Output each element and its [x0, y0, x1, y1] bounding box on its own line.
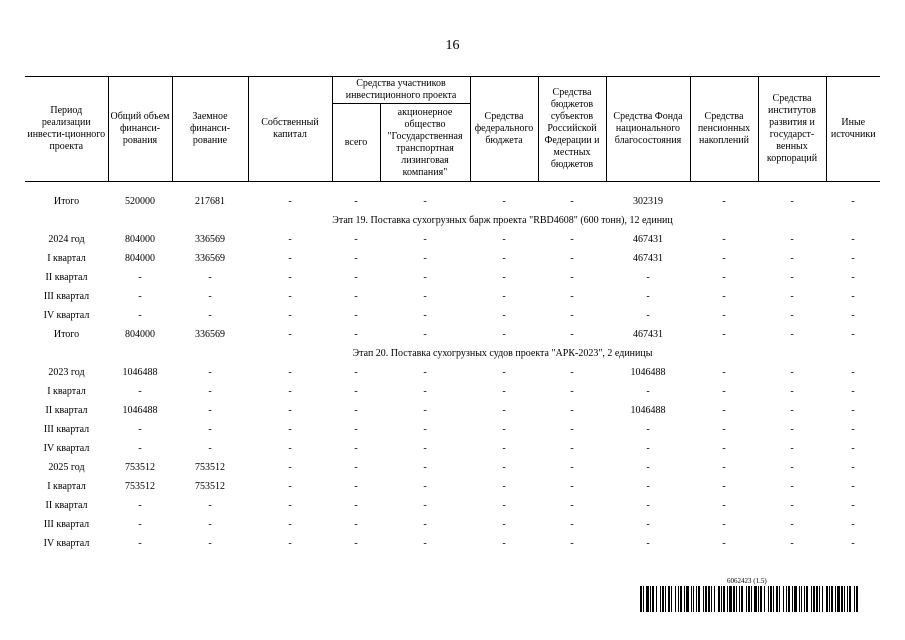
cell-own-capital: -: [288, 271, 292, 283]
cell-participants-gtlk: -: [423, 385, 427, 397]
header-total-financing: Общий объем финанси-рования: [108, 77, 172, 182]
cell-other-sources: -: [851, 423, 855, 435]
cell-loan-financing: -: [208, 537, 212, 549]
header-development-institutes: Средства институтов развития и государст-венных корпораций: [758, 77, 826, 182]
cell-regional-budgets: -: [570, 366, 574, 378]
cell-other-sources: -: [851, 195, 855, 207]
cell-total-financing: -: [138, 290, 142, 302]
cell-loan-financing: -: [208, 290, 212, 302]
cell-period: 2025 год: [48, 461, 85, 473]
cell-national-wealth-fund: -: [646, 442, 650, 454]
cell-regional-budgets: -: [570, 271, 574, 283]
cell-total-financing: 520000: [125, 195, 155, 207]
cell-regional-budgets: -: [570, 499, 574, 511]
cell-other-sources: -: [851, 328, 855, 340]
cell-period: 2024 год: [48, 233, 85, 245]
cell-national-wealth-fund: -: [646, 499, 650, 511]
cell-participants-total: -: [354, 442, 358, 454]
cell-period: II квартал: [45, 404, 88, 416]
cell-other-sources: -: [851, 271, 855, 283]
cell-participants-total: -: [354, 309, 358, 321]
cell-own-capital: -: [288, 461, 292, 473]
cell-regional-budgets: -: [570, 442, 574, 454]
cell-total-financing: 804000: [125, 252, 155, 264]
cell-participants-gtlk: -: [423, 423, 427, 435]
spacer-row: [25, 182, 880, 193]
cell-federal-budget: -: [502, 271, 506, 283]
cell-participants-total: -: [354, 499, 358, 511]
cell-participants-total: -: [354, 252, 358, 264]
cell-loan-financing: 336569: [195, 252, 225, 264]
cell-development-institutes: -: [790, 461, 794, 473]
cell-own-capital: -: [288, 537, 292, 549]
header-pension-savings: Средства пенсионных накоплений: [690, 77, 758, 182]
cell-loan-financing: 336569: [195, 233, 225, 245]
header-national-wealth-fund: Средства Фонда национального благосостояния: [606, 77, 690, 182]
cell-national-wealth-fund: -: [646, 290, 650, 302]
cell-period: IV квартал: [43, 442, 90, 454]
cell-loan-financing: -: [208, 366, 212, 378]
header-participants-gtlk: акционерное общество "Государственная транспортная лизинговая компания": [380, 104, 470, 182]
cell-loan-financing: -: [208, 442, 212, 454]
cell-other-sources: -: [851, 461, 855, 473]
cell-total-financing: 804000: [125, 233, 155, 245]
cell-participants-gtlk: -: [423, 252, 427, 264]
cell-regional-budgets: -: [570, 309, 574, 321]
table-row: [25, 306, 880, 325]
cell-total-financing: -: [138, 518, 142, 530]
cell-loan-financing: 753512: [195, 461, 225, 473]
cell-other-sources: -: [851, 366, 855, 378]
cell-other-sources: -: [851, 480, 855, 492]
cell-participants-gtlk: -: [423, 290, 427, 302]
cell-development-institutes: -: [790, 537, 794, 549]
cell-federal-budget: -: [502, 423, 506, 435]
header-own-capital: Собственный капитал: [248, 77, 332, 182]
cell-participants-total: -: [354, 537, 358, 549]
cell-national-wealth-fund: -: [646, 271, 650, 283]
cell-other-sources: -: [851, 252, 855, 264]
cell-period: I квартал: [47, 480, 86, 492]
cell-total-financing: -: [138, 309, 142, 321]
cell-participants-total: -: [354, 461, 358, 473]
cell-period: Итого: [53, 195, 80, 207]
cell-other-sources: -: [851, 537, 855, 549]
cell-development-institutes: -: [790, 309, 794, 321]
cell-total-financing: -: [138, 271, 142, 283]
cell-participants-gtlk: -: [423, 461, 427, 473]
cell-federal-budget: -: [502, 404, 506, 416]
cell-participants-total: -: [354, 404, 358, 416]
cell-participants-total: -: [354, 195, 358, 207]
cell-participants-gtlk: -: [423, 404, 427, 416]
header-federal-budget: Средства федерального бюджета: [470, 77, 538, 182]
cell-own-capital: -: [288, 404, 292, 416]
cell-development-institutes: -: [790, 271, 794, 283]
cell-other-sources: -: [851, 499, 855, 511]
cell-period: II квартал: [45, 271, 88, 283]
cell-national-wealth-fund: -: [646, 309, 650, 321]
cell-regional-budgets: -: [570, 518, 574, 530]
cell-participants-gtlk: -: [423, 499, 427, 511]
cell-period: IV квартал: [43, 537, 90, 549]
cell-federal-budget: -: [502, 442, 506, 454]
cell-total-financing: -: [138, 499, 142, 511]
cell-own-capital: -: [288, 423, 292, 435]
table-row: [25, 515, 880, 534]
cell-other-sources: -: [851, 442, 855, 454]
cell-pension-savings: -: [722, 537, 726, 549]
cell-development-institutes: -: [790, 404, 794, 416]
cell-federal-budget: -: [502, 195, 506, 207]
table-row: [25, 477, 880, 496]
table-row: [25, 192, 880, 211]
table-row: [25, 287, 880, 306]
cell-total-financing: -: [138, 537, 142, 549]
cell-loan-financing: -: [208, 404, 212, 416]
financing-table: [25, 76, 880, 553]
cell-loan-financing: -: [208, 499, 212, 511]
cell-participants-total: -: [354, 290, 358, 302]
cell-participants-gtlk: -: [423, 518, 427, 530]
cell-federal-budget: -: [502, 233, 506, 245]
cell-total-financing: -: [138, 423, 142, 435]
cell-period: Итого: [53, 328, 80, 340]
cell-total-financing: 1046488: [122, 404, 158, 416]
barcode-icon: [640, 586, 858, 612]
barcode-code: 6062423 (1.5): [727, 577, 767, 585]
header-participants-total: всего: [332, 104, 380, 182]
header-period: Период реализации инвести-ционного проекта: [25, 77, 108, 182]
cell-loan-financing: -: [208, 271, 212, 283]
cell-pension-savings: -: [722, 404, 726, 416]
table-row: [25, 534, 880, 553]
cell-development-institutes: -: [790, 423, 794, 435]
cell-pension-savings: -: [722, 518, 726, 530]
cell-own-capital: -: [288, 252, 292, 264]
cell-own-capital: -: [288, 480, 292, 492]
table-row: [25, 439, 880, 458]
cell-participants-gtlk: -: [423, 328, 427, 340]
cell-own-capital: -: [288, 442, 292, 454]
cell-national-wealth-fund: -: [646, 537, 650, 549]
cell-federal-budget: -: [502, 537, 506, 549]
cell-regional-budgets: -: [570, 252, 574, 264]
cell-period: III квартал: [43, 518, 90, 530]
cell-regional-budgets: -: [570, 480, 574, 492]
cell-development-institutes: -: [790, 252, 794, 264]
cell-federal-budget: -: [502, 309, 506, 321]
cell-period: I квартал: [47, 252, 86, 264]
cell-period: IV квартал: [43, 309, 90, 321]
cell-period: III квартал: [43, 423, 90, 435]
header-regional-budgets: Средства бюджетов субъектов Российской Федерации и местных бюджетов: [538, 77, 606, 182]
cell-development-institutes: -: [790, 385, 794, 397]
cell-pension-savings: -: [722, 423, 726, 435]
cell-national-wealth-fund: -: [646, 480, 650, 492]
cell-national-wealth-fund: -: [646, 423, 650, 435]
cell-participants-gtlk: -: [423, 480, 427, 492]
cell-own-capital: -: [288, 385, 292, 397]
table-row: [25, 325, 880, 344]
stage-heading-row: [25, 344, 880, 363]
table-row: [25, 420, 880, 439]
cell-loan-financing: -: [208, 385, 212, 397]
cell-participants-total: -: [354, 385, 358, 397]
table-row: [25, 401, 880, 420]
cell-pension-savings: -: [722, 233, 726, 245]
cell-federal-budget: -: [502, 461, 506, 473]
cell-participants-gtlk: -: [423, 537, 427, 549]
cell-total-financing: 753512: [125, 461, 155, 473]
cell-federal-budget: -: [502, 366, 506, 378]
cell-national-wealth-fund: 467431: [633, 233, 663, 245]
cell-total-financing: -: [138, 442, 142, 454]
cell-own-capital: -: [288, 195, 292, 207]
cell-loan-financing: -: [208, 423, 212, 435]
cell-own-capital: -: [288, 518, 292, 530]
cell-own-capital: -: [288, 499, 292, 511]
table-row: [25, 496, 880, 515]
cell-participants-gtlk: -: [423, 271, 427, 283]
cell-participants-gtlk: -: [423, 366, 427, 378]
cell-national-wealth-fund: 467431: [633, 328, 663, 340]
cell-federal-budget: -: [502, 480, 506, 492]
page-number: 16: [445, 38, 460, 53]
cell-total-financing: 1046488: [122, 366, 158, 378]
cell-regional-budgets: -: [570, 195, 574, 207]
cell-participants-gtlk: -: [423, 442, 427, 454]
header-participants-group: Средства участников инвестиционного проекта: [332, 77, 470, 104]
cell-pension-savings: -: [722, 195, 726, 207]
cell-loan-financing: 217681: [195, 195, 225, 207]
cell-total-financing: -: [138, 385, 142, 397]
table-row: [25, 458, 880, 477]
table-row: [25, 382, 880, 401]
header-loan-financing: Заемное финанси-рование: [172, 77, 248, 182]
cell-regional-budgets: -: [570, 537, 574, 549]
cell-other-sources: -: [851, 309, 855, 321]
cell-loan-financing: 753512: [195, 480, 225, 492]
cell-regional-budgets: -: [570, 404, 574, 416]
header-other-sources: Иные источники: [826, 77, 880, 182]
cell-participants-gtlk: -: [423, 195, 427, 207]
cell-national-wealth-fund: 1046488: [630, 366, 666, 378]
table-row: [25, 230, 880, 249]
cell-federal-budget: -: [502, 328, 506, 340]
table-row: [25, 268, 880, 287]
cell-pension-savings: -: [722, 252, 726, 264]
cell-other-sources: -: [851, 290, 855, 302]
cell-national-wealth-fund: -: [646, 518, 650, 530]
cell-pension-savings: -: [722, 385, 726, 397]
cell-loan-financing: 336569: [195, 328, 225, 340]
cell-federal-budget: -: [502, 518, 506, 530]
cell-regional-budgets: -: [570, 385, 574, 397]
cell-pension-savings: -: [722, 480, 726, 492]
cell-development-institutes: -: [790, 328, 794, 340]
cell-federal-budget: -: [502, 499, 506, 511]
cell-development-institutes: -: [790, 499, 794, 511]
cell-period: 2023 год: [48, 366, 85, 378]
cell-period: I квартал: [47, 385, 86, 397]
cell-own-capital: -: [288, 366, 292, 378]
cell-development-institutes: -: [790, 518, 794, 530]
cell-pension-savings: -: [722, 461, 726, 473]
cell-other-sources: -: [851, 518, 855, 530]
cell-other-sources: -: [851, 233, 855, 245]
cell-participants-total: -: [354, 271, 358, 283]
cell-total-financing: 753512: [125, 480, 155, 492]
cell-participants-total: -: [354, 518, 358, 530]
cell-regional-budgets: -: [570, 423, 574, 435]
cell-regional-budgets: -: [570, 461, 574, 473]
cell-pension-savings: -: [722, 309, 726, 321]
cell-regional-budgets: -: [570, 233, 574, 245]
cell-federal-budget: -: [502, 385, 506, 397]
cell-other-sources: -: [851, 404, 855, 416]
cell-total-financing: 804000: [125, 328, 155, 340]
cell-national-wealth-fund: 1046488: [630, 404, 666, 416]
cell-regional-budgets: -: [570, 328, 574, 340]
cell-development-institutes: -: [790, 233, 794, 245]
cell-participants-total: -: [354, 423, 358, 435]
cell-national-wealth-fund: -: [646, 461, 650, 473]
cell-participants-total: -: [354, 366, 358, 378]
cell-development-institutes: -: [790, 442, 794, 454]
cell-loan-financing: -: [208, 309, 212, 321]
table-row: [25, 249, 880, 268]
cell-participants-total: -: [354, 328, 358, 340]
cell-period: III квартал: [43, 290, 90, 302]
table-row: [25, 363, 880, 382]
cell-development-institutes: -: [790, 290, 794, 302]
cell-pension-savings: -: [722, 290, 726, 302]
stage-title: Этап 19. Поставка сухогрузных барж проекта "RBD4608" (600 тонн), 12 единиц: [332, 214, 673, 226]
cell-pension-savings: -: [722, 328, 726, 340]
cell-participants-gtlk: -: [423, 309, 427, 321]
cell-development-institutes: -: [790, 195, 794, 207]
cell-participants-total: -: [354, 480, 358, 492]
cell-national-wealth-fund: -: [646, 385, 650, 397]
cell-participants-total: -: [354, 233, 358, 245]
cell-federal-budget: -: [502, 290, 506, 302]
cell-period: II квартал: [45, 499, 88, 511]
stage-title: Этап 20. Поставка сухогрузных судов проекта "АРК-2023", 2 единицы: [352, 347, 653, 359]
cell-development-institutes: -: [790, 366, 794, 378]
cell-own-capital: -: [288, 233, 292, 245]
cell-participants-gtlk: -: [423, 233, 427, 245]
table-body: [25, 182, 880, 554]
cell-pension-savings: -: [722, 499, 726, 511]
cell-pension-savings: -: [722, 442, 726, 454]
cell-development-institutes: -: [790, 480, 794, 492]
cell-national-wealth-fund: 302319: [633, 195, 663, 207]
cell-regional-budgets: -: [570, 290, 574, 302]
cell-own-capital: -: [288, 328, 292, 340]
cell-own-capital: -: [288, 309, 292, 321]
cell-national-wealth-fund: 467431: [633, 252, 663, 264]
cell-loan-financing: -: [208, 518, 212, 530]
cell-own-capital: -: [288, 290, 292, 302]
stage-heading-row: [25, 211, 880, 230]
cell-federal-budget: -: [502, 252, 506, 264]
cell-other-sources: -: [851, 385, 855, 397]
cell-pension-savings: -: [722, 366, 726, 378]
cell-pension-savings: -: [722, 271, 726, 283]
